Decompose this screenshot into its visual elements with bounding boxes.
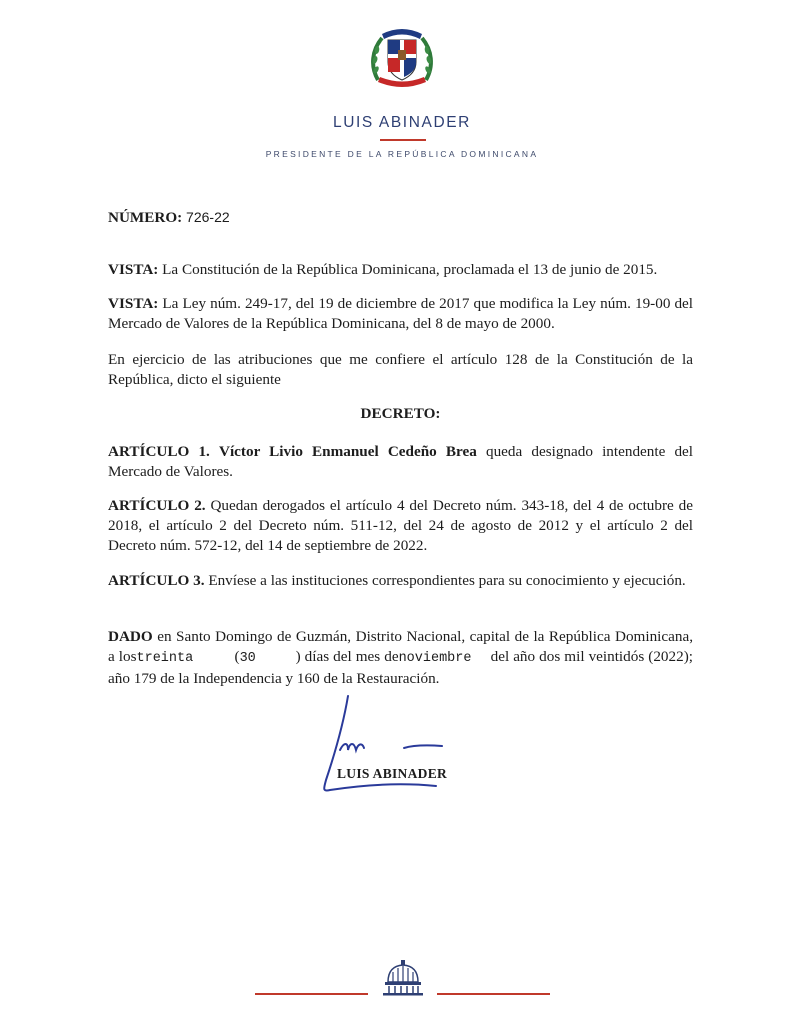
dado-text-b: días del mes de (304, 648, 399, 665)
decree-number-label: NÚMERO: (108, 209, 183, 226)
articulo-1-label: ARTÍCULO 1. (108, 443, 210, 460)
dado-month: noviembre (398, 651, 472, 666)
articulo-3-text: Envíese a las instituciones correspondientes para su conocimiento y ejecución. (208, 572, 686, 589)
vista-text-2: La Ley núm. 249-17, del 19 de diciembre de 2017 que modifica la Ley núm. 19-00 del Mercado de Valores de la República Dominicana, del 8 de mayo de 2000. (108, 295, 694, 332)
decree-number (108, 207, 693, 228)
vista-paragraph-2 (108, 294, 693, 334)
articulo-2-text: Quedan derogados el artículo 4 del Decreto núm. 343-18, del 4 de octubre de 2018, el artículo 2 del Decreto núm. 511-12, del 24 de agosto de 2012 y el artículo 2 del Decreto núm. 572-12, del 14 de septiembre de 2022. (108, 497, 694, 554)
articulo-3-label: ARTÍCULO 3. (108, 572, 205, 589)
dado-paragraph (108, 627, 693, 689)
dado-text-c: del año dos mil veintidós (2022); año 179 de la Independencia y 160 de la Restauración. (108, 648, 693, 687)
articulo-2-label: ARTÍCULO 2. (108, 497, 206, 514)
articulo-1-appointee: Víctor Livio Enmanuel Cedeño Brea (218, 443, 477, 460)
palace-dome-icon (380, 960, 426, 996)
signatory-name: LUIS ABINADER (337, 766, 448, 781)
handwritten-signature-icon (296, 690, 456, 800)
dado-paren-open: ( (234, 648, 240, 665)
vista-label-1: VISTA: (108, 261, 159, 278)
dado-text-a: en Santo Domingo de Guzmán, Distrito Nacional, capital de la República Dominicana, a los (108, 628, 693, 665)
header-subtitle: PRESIDENTE DE LA REPÚBLICA DOMINICANA (265, 149, 539, 159)
footer-rule-right (437, 993, 550, 995)
vista-paragraph-1 (108, 260, 693, 280)
header-name: LUIS ABINADER (333, 114, 471, 131)
ejercicio-paragraph: En ejercicio de las atribuciones que me confiere el artículo 128 de la Constitución de la República, dicto el siguiente (108, 351, 693, 388)
dado-paren-close: ) (295, 648, 301, 665)
dado-label: DADO (108, 628, 153, 645)
header-divider (380, 139, 426, 141)
vista-text-1: La Constitución de la República Dominicana, proclamada el 13 de junio de 2015. (162, 261, 658, 278)
coat-of-arms-icon (368, 22, 436, 92)
articulo-2 (108, 496, 693, 556)
articulo-1 (108, 442, 693, 482)
dado-day-number: 30 (239, 651, 256, 666)
articulo-1-text: queda designado intendente del Mercado de Valores. (108, 443, 694, 480)
decree-number-value: 726-22 (186, 209, 230, 225)
dado-day-word: treinta (136, 651, 194, 666)
articulo-3 (108, 571, 693, 591)
decreto-heading (108, 404, 693, 424)
decreto-heading-text: DECRETO: (360, 405, 441, 422)
footer-rule-left (255, 993, 368, 995)
vista-label-2: VISTA: (108, 295, 159, 312)
